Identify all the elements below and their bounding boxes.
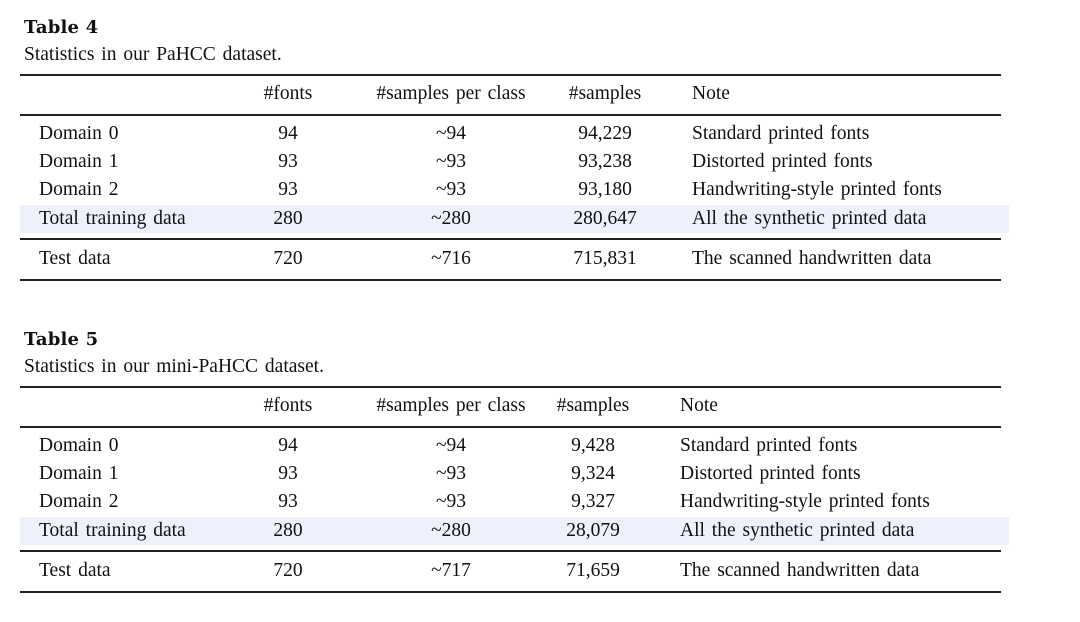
row-label: Domain 1 — [39, 151, 119, 172]
cell: ~716 — [431, 248, 471, 269]
cell: ~93 — [435, 491, 467, 512]
cell: 9,428 — [571, 435, 615, 456]
row-label: Domain 2 — [39, 179, 119, 200]
row-label: Domain 2 — [39, 491, 119, 512]
cell: 94 — [278, 123, 298, 144]
table-row — [20, 176, 1009, 204]
table-row — [20, 460, 1009, 488]
cell: 720 — [273, 248, 303, 269]
cell: 280 — [273, 520, 303, 541]
cell: 94 — [278, 435, 298, 456]
row-label: Test data — [39, 248, 111, 269]
cell: 93 — [278, 463, 298, 484]
table-row-total — [20, 205, 1009, 233]
bottom-rule — [20, 591, 1001, 593]
cell: Handwriting-style printed fonts — [692, 179, 942, 200]
table-row — [20, 557, 1009, 585]
top-rule — [20, 386, 1001, 388]
header-cell: #samples per class — [376, 395, 526, 416]
cell: 93 — [278, 151, 298, 172]
cell: 93,180 — [578, 179, 632, 200]
cell: The scanned handwritten data — [680, 560, 920, 581]
table-row — [20, 432, 1009, 460]
cell: 280,647 — [573, 208, 637, 229]
cell: ~93 — [435, 463, 467, 484]
header-cell: #samples — [556, 395, 630, 416]
header-rule — [20, 426, 1001, 428]
cell: 94,229 — [578, 123, 632, 144]
cell: 715,831 — [573, 248, 637, 269]
table-label: Table 4 — [24, 17, 99, 38]
cell: The scanned handwritten data — [692, 248, 932, 269]
cell: Handwriting-style printed fonts — [680, 491, 930, 512]
header-cell: Note — [680, 395, 718, 416]
cell: ~93 — [435, 179, 467, 200]
header-cell: #samples — [568, 83, 642, 104]
table-row-total — [20, 517, 1009, 545]
table-label: Table 5 — [24, 329, 99, 350]
mid-rule — [20, 550, 1001, 552]
row-label: Test data — [39, 560, 111, 581]
table-4 — [0, 0, 1080, 300]
cell: ~280 — [431, 208, 471, 229]
header-row — [20, 392, 1009, 420]
mid-rule — [20, 238, 1001, 240]
cell: ~93 — [435, 151, 467, 172]
cell: 93,238 — [578, 151, 632, 172]
table-caption: Statistics in our PaHCC dataset. — [24, 44, 282, 65]
table-row — [20, 120, 1009, 148]
table-row — [20, 488, 1009, 516]
cell: ~717 — [431, 560, 471, 581]
cell: 93 — [278, 179, 298, 200]
header-rule — [20, 114, 1001, 116]
cell: 9,324 — [571, 463, 615, 484]
cell: ~94 — [435, 435, 467, 456]
cell: All the synthetic printed data — [692, 208, 927, 229]
cell: 93 — [278, 491, 298, 512]
cell: 720 — [273, 560, 303, 581]
cell: Distorted printed fonts — [680, 463, 861, 484]
header-cell: #samples per class — [376, 83, 526, 104]
row-label: Total training data — [39, 208, 186, 229]
cell: 9,327 — [571, 491, 615, 512]
cell: 280 — [273, 208, 303, 229]
cell: Distorted printed fonts — [692, 151, 873, 172]
table-caption: Statistics in our mini-PaHCC dataset. — [24, 356, 324, 377]
table-row — [20, 148, 1009, 176]
top-rule — [20, 74, 1001, 76]
cell: ~280 — [431, 520, 471, 541]
cell: 28,079 — [566, 520, 620, 541]
header-cell: Note — [692, 83, 730, 104]
bottom-rule — [20, 279, 1001, 281]
row-label: Domain 1 — [39, 463, 119, 484]
header-cell: #fonts — [263, 395, 313, 416]
cell: All the synthetic printed data — [680, 520, 915, 541]
row-label: Domain 0 — [39, 123, 119, 144]
cell: 71,659 — [566, 560, 620, 581]
row-label: Domain 0 — [39, 435, 119, 456]
table-row — [20, 245, 1009, 273]
cell: Standard printed fonts — [680, 435, 858, 456]
header-cell: #fonts — [263, 83, 313, 104]
cell: Standard printed fonts — [692, 123, 870, 144]
cell: ~94 — [435, 123, 467, 144]
table-5 — [0, 312, 1080, 612]
row-label: Total training data — [39, 520, 186, 541]
header-row — [20, 80, 1009, 108]
